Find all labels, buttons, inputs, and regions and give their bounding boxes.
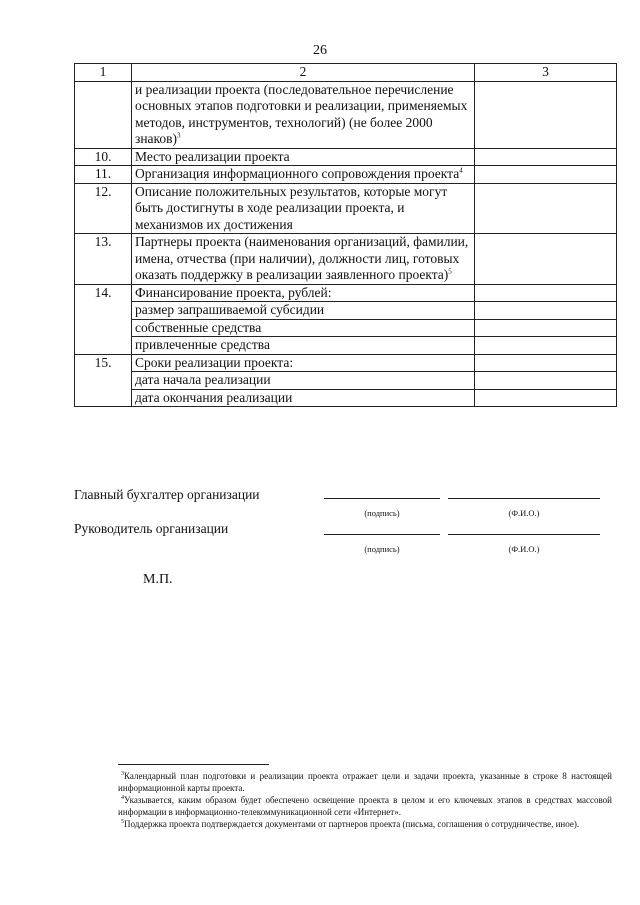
footnote: $^3$Календарный план подготовки и реализации проекта отражает цели и задачи проекта, указанные в строке 8 настоящей информационной карты проекта. [118,771,612,793]
row-text: Описание положительных результатов, которые могут быть достигнуты в ходе реализации проекта, и механизмов их достижения [132,183,475,234]
table-row [75,166,617,184]
row-text: Место реализации проекта [132,148,475,166]
header-col-2: 2 [132,64,475,82]
row-number [75,81,132,148]
footnote-ref: 4 [459,166,463,175]
row-number: 12. [75,183,132,234]
accountant-label: Главный бухгалтер организации [74,487,260,502]
row-value[interactable] [475,389,617,407]
row-value[interactable] [475,148,617,166]
director-signature-line[interactable] [324,534,440,535]
table-row [75,372,617,390]
footnote-ref: 3 [177,131,181,140]
table-row [75,354,617,372]
row-value[interactable] [475,337,617,355]
row-text: и реализации проекта (последовательное перечисление основных этапов подготовки и реализации, применяемых методов, инструментов, технологий) (не более 2000 знаков)$^3$ [132,81,475,148]
row-value[interactable] [475,234,617,285]
header-col-3: 3 [475,64,617,82]
table-row [75,234,617,285]
row-value[interactable] [475,81,617,148]
row-text: размер запрашиваемой субсидии [132,302,475,320]
stamp-label: М.П. [143,572,173,587]
director-fio-line[interactable] [448,534,600,535]
table-row [75,337,617,355]
fio-caption: (Ф.И.О.) [508,544,540,554]
row-text: Организация информационного сопровождения проекта$^4$ [132,166,475,184]
page-number: 26 [313,43,327,58]
footnote-divider [118,764,269,765]
row-text: Финансирование проекта, рублей: [132,284,475,302]
row-value[interactable] [475,302,617,320]
row-number: 13. [75,234,132,285]
row-text: собственные средства [132,319,475,337]
row-text: Сроки реализации проекта: [132,354,475,372]
signature-caption: (подпись) [364,508,400,518]
accountant-fio-line[interactable] [448,498,600,499]
row-value[interactable] [475,166,617,184]
table-row [75,319,617,337]
row-text: Партнеры проекта (наименования организаций, фамилии, имена, отчества (при наличии), должности лиц, готовых оказать поддержку в реализации заявленного проекта)$^5$ [132,234,475,285]
table-row [75,302,617,320]
row-text: дата окончания реализации [132,389,475,407]
row-number: 10. [75,148,132,166]
table-header-row [75,64,617,82]
table-row [75,389,617,407]
accountant-signature-line[interactable] [324,498,440,499]
header-col-1: 1 [75,64,132,82]
row-value[interactable] [475,183,617,234]
table-row [75,183,617,234]
row-number: 11. [75,166,132,184]
row-value[interactable] [475,319,617,337]
row-number: 15. [75,354,132,407]
fio-caption: (Ф.И.О.) [508,508,540,518]
table-row [75,284,617,302]
signature-caption: (подпись) [364,544,400,554]
footnote-ref: 5 [448,267,452,276]
table-row [75,81,617,148]
row-text: привлеченные средства [132,337,475,355]
row-value[interactable] [475,354,617,372]
row-value[interactable] [475,284,617,302]
row-text: дата начала реализации [132,372,475,390]
director-label: Руководитель организации [74,521,229,536]
row-number: 14. [75,284,132,354]
row-value[interactable] [475,372,617,390]
project-info-table [74,63,617,407]
footnote: $^4$Указывается, каким образом будет обеспечено освещение проекта в целом и его ключевых этапов в средствах массовой информации в информационно-телекоммуникационной сети «Интернет». [118,795,612,817]
footnote: $^5$Поддержка проекта подтверждается документами от партнеров проекта (письма, соглашения о сотрудничестве, иное). [121,819,580,829]
table-row [75,148,617,166]
footnotes [118,770,612,830]
